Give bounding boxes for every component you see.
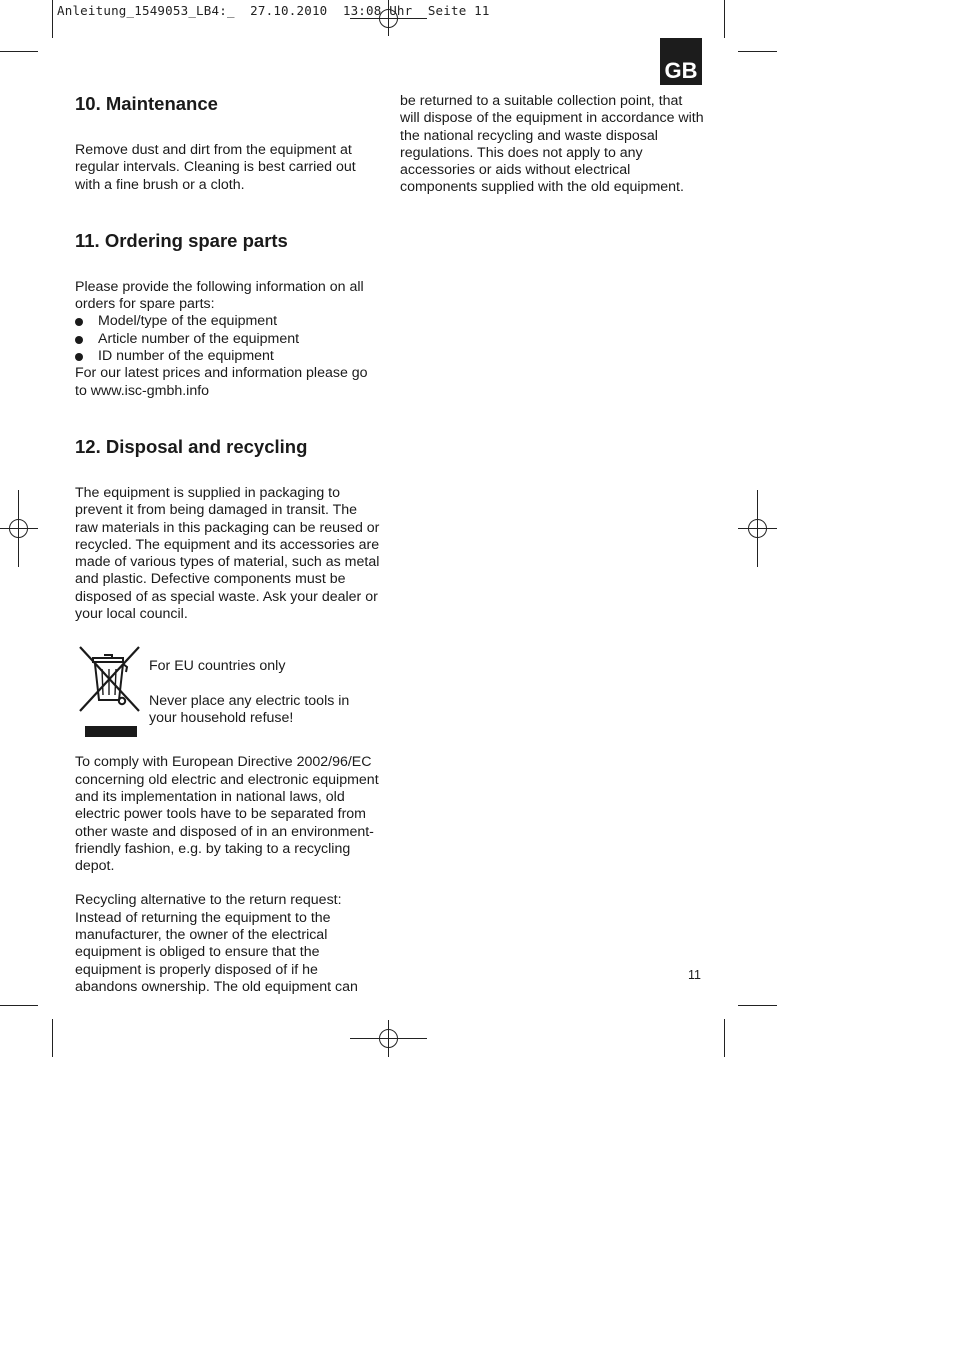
bullet-icon [75,353,83,361]
maintenance-text: Remove dust and dirt from the equipment at regular intervals. Cleaning is best carried out with a fine brush or a cloth. [75,142,356,193]
spare-parts-outro: For our latest prices and information please go to www.isc-gmbh.info [75,365,368,399]
registration-mark-icon [738,490,777,567]
bullet-icon [75,318,83,326]
weee-notice [75,645,380,745]
weee-warning: Never place any electric tools in your household refuse! [149,692,350,726]
print-slug: Anleitung_1549053_LB4:_ 27.10.2010 13:08 Uhr Seite 11 [57,3,490,18]
bullet-icon [75,336,83,344]
registration-mark-icon [0,490,38,567]
list-item: ID number of the equipment [75,348,380,365]
recycling-text: Recycling alternative to the return request: Instead of returning the equipment to the manufacturer, the owner of the electrical equipment is obliged to ensure that the equipment is properly disposed of if he abandons ownership. The old equipment can [75,892,358,995]
registration-mark-icon [350,0,427,36]
left-column [75,93,380,996]
list-item: Article number of the equipment [75,331,380,348]
recycling-continuation: be returned to a suitable collection point, that will dispose of the equipment in accordance with the national recycling and waste disposal regulations. This does not apply to any accessories or aids without electrical components supplied with the old equipment. [400,93,704,196]
page-number: 11 [688,968,701,982]
disposal-heading: 12. Disposal and recycling [75,435,308,457]
list-item: Model/type of the equipment [75,313,380,330]
spare-parts-heading: 11. Ordering spare parts [75,229,288,251]
weee-eu-only: For EU countries only [149,658,286,675]
disposal-text: The equipment is supplied in packaging to prevent it from being damaged in transit. The raw materials in this packaging can be reused or recycled. The equipment and its accessories are made of various types of material, such as metal and plastic. Defective components must be disposed of as special waste. Ask your dealer or your local council. [75,484,380,623]
spare-parts-section [75,230,380,400]
disposal-section [75,436,380,996]
maintenance-section [75,93,380,194]
right-column [400,93,705,197]
registration-mark-icon [350,1020,427,1057]
language-badge: GB [660,38,702,85]
crossed-out-wheelie-bin-icon [79,645,141,740]
directive-text: To comply with European Directive 2002/96/EC concerning old electric and electronic equipment and its implementation in national laws, old electric power tools have to be separated from other waste and disposed of in an environment-friendly fashion, e.g. by taking to a recycling depot. [75,754,379,875]
spare-parts-intro: Please provide the following information on all orders for spare parts: [75,278,364,313]
spare-parts-list [75,313,380,365]
weee-text [149,658,379,727]
maintenance-heading: 10. Maintenance [75,93,218,114]
